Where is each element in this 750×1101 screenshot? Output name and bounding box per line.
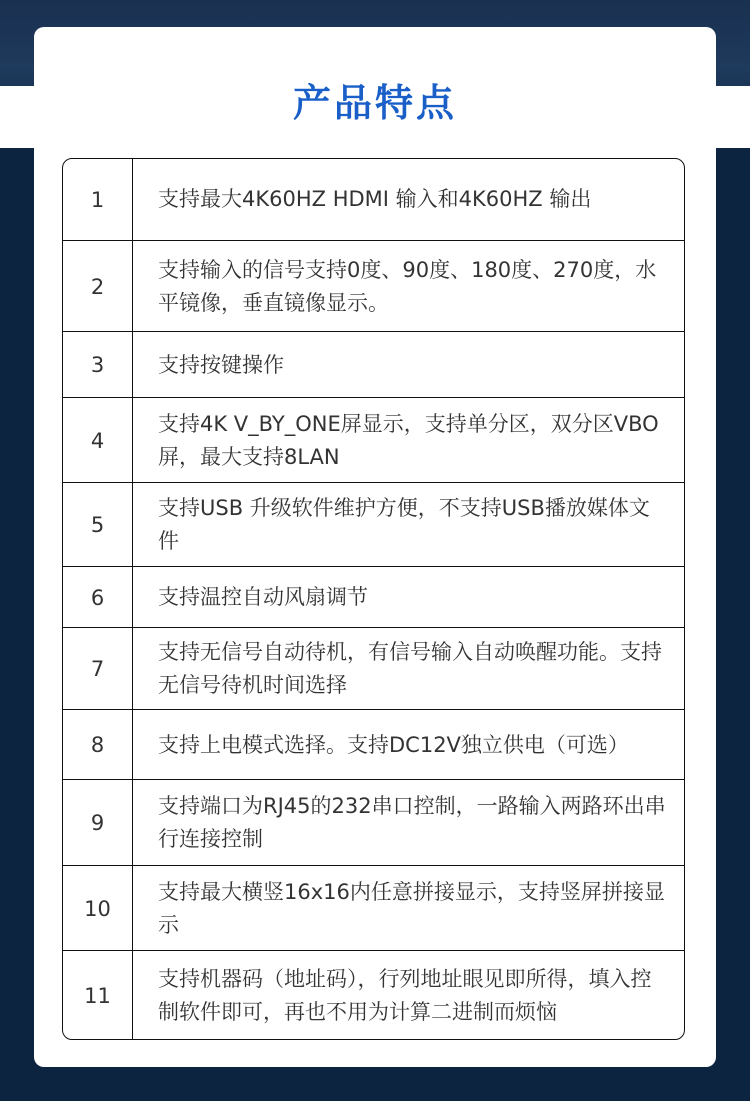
row-number: 5 (90, 513, 105, 537)
row-text: 支持机器码（地址码），行列地址眼见即所得，填入控制软件即可，再也不用为计算二进制而烦恼 (158, 966, 652, 1024)
table-row (63, 709, 684, 780)
row-number: 8 (90, 733, 105, 757)
row-number: 9 (90, 811, 105, 835)
row-text: 支持最大4K60HZ HDMI 输入和4K60HZ 输出 (158, 187, 592, 211)
row-number: 6 (90, 585, 105, 610)
row-text: 支持温控自动风扇调节 (158, 585, 368, 609)
row-text: 支持无信号自动待机，有信号输入自动唤醒功能。支持无信号待机时间选择 (158, 640, 662, 697)
row-text: 支持USB 升级软件维护方便，不支持USB播放媒体文件 (158, 496, 650, 553)
table-row (63, 159, 684, 240)
table-row (63, 240, 684, 332)
row-number: 7 (90, 657, 105, 681)
row-number: 2 (90, 274, 105, 299)
row-number: 4 (90, 428, 105, 453)
row-text: 支持端口为RJ45的232串口控制，一路输入两路环出串行连接控制 (158, 794, 666, 851)
row-number: 1 (90, 187, 105, 212)
row-text: 支持按键操作 (158, 352, 284, 377)
row-text: 支持最大横竖16x16内任意拼接显示，支持竖屏拼接显示 (158, 879, 665, 937)
row-text: 支持输入的信号支持0度、90度、180度、270度，水平镜像，垂直镜像显示。 (158, 257, 657, 315)
row-text: 支持上电模式选择。支持DC12V独立供电（可选） (158, 732, 629, 757)
row-number: 3 (90, 353, 105, 377)
row-number: 11 (84, 983, 111, 1008)
table-row (63, 397, 684, 483)
table-row (63, 627, 684, 710)
row-text: 支持4K V_BY_ONE屏显示，支持单分区，双分区VBO屏，最大支持8LAN (158, 411, 659, 469)
page-title: 产品特点 (292, 81, 457, 125)
table-row (63, 865, 684, 951)
features-table (62, 158, 685, 1040)
table-row (63, 950, 684, 1040)
table-row (63, 779, 684, 866)
table-row (63, 331, 684, 398)
table-row (63, 566, 684, 628)
row-number: 10 (84, 896, 111, 921)
table-row (63, 482, 684, 567)
